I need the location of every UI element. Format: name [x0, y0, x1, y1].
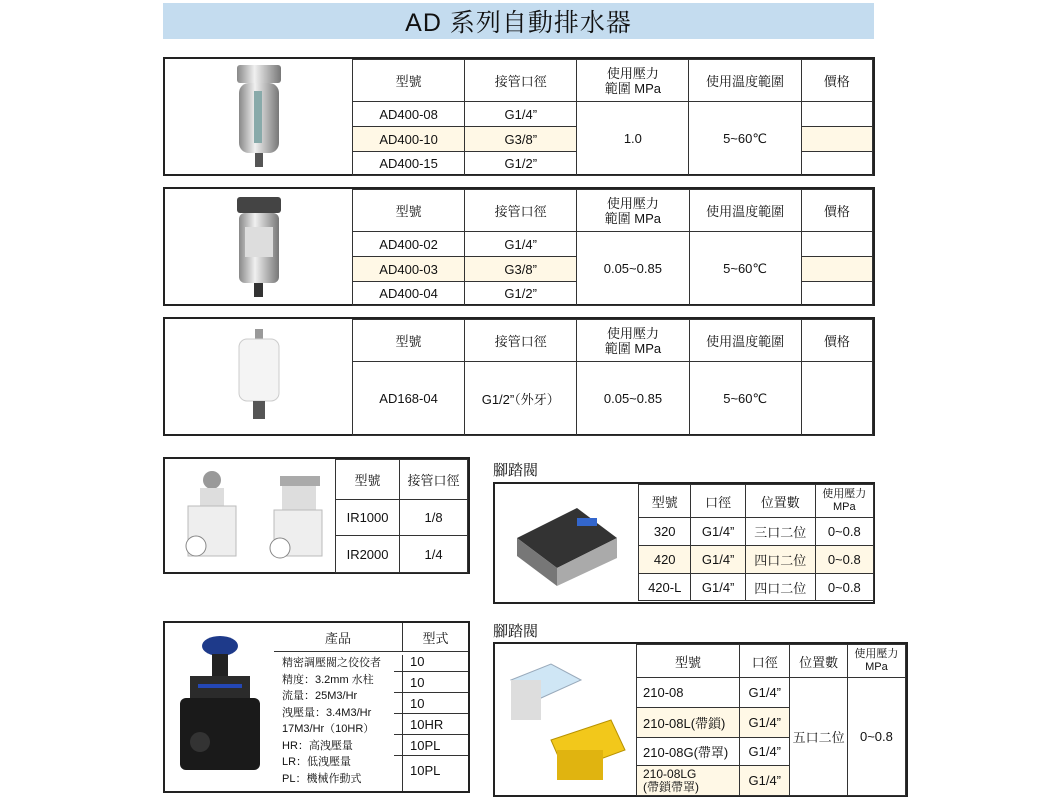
table-row [353, 232, 873, 257]
col-pressure: 使用壓力 MPa [847, 645, 905, 678]
pressure-cell: 0.05~0.85 [577, 232, 689, 306]
col-pressure: 使用壓力 範圍 MPa [577, 190, 689, 232]
price-cell [801, 362, 872, 436]
desc-line: 洩壓量：3.4M3/Hr [282, 706, 372, 719]
table-row [336, 536, 468, 573]
table-row [639, 574, 874, 601]
price-cell [801, 102, 872, 127]
port-cell: 1/4 [400, 536, 468, 573]
position-cell: 五口二位 [790, 678, 847, 796]
type-cell: 10PL [394, 735, 468, 756]
regulator-icon [165, 459, 335, 572]
desc-line: 精密調壓閥之佼佼者 [282, 657, 381, 669]
pressure-cell: 0~0.8 [815, 546, 873, 574]
price-cell [801, 232, 872, 257]
position-cell: 三口二位 [745, 518, 815, 546]
price-cell [801, 152, 872, 176]
desc-line: PL：機械作動式 [282, 772, 362, 785]
desc-line: LR：低洩壓量 [282, 756, 352, 768]
precision-regulator-icon [165, 623, 274, 791]
temp-cell: 5~60℃ [689, 362, 801, 436]
precision-section [163, 621, 470, 793]
desc-line: 17M3/Hr（10HR） [282, 723, 375, 735]
ad-table-1 [352, 59, 873, 176]
foot-pedal-icon [495, 484, 638, 602]
col-model: 型號 [336, 460, 400, 500]
ir-section [163, 457, 470, 574]
port-cell: G1/4” [691, 546, 746, 574]
model-cell: AD400-10 [353, 127, 465, 152]
col-position: 位置數 [790, 645, 847, 678]
pedal-2-section [493, 642, 908, 797]
ad-section-2 [163, 187, 875, 306]
ad-table-2 [352, 189, 873, 306]
temp-cell: 5~60℃ [689, 232, 801, 306]
col-model: 型號 [639, 485, 691, 518]
model-cell: 420 [639, 546, 691, 574]
col-port: 接管口徑 [465, 60, 577, 102]
temp-cell: 5~60℃ [689, 102, 801, 176]
port-cell: 1/8 [400, 500, 468, 536]
page-title: AD 系列自動排水器 [405, 9, 632, 37]
port-cell: G1/2”（外牙） [465, 362, 577, 436]
pedal-1-label: 腳踏閥 [493, 462, 539, 479]
port-cell: G1/4” [740, 766, 790, 796]
pedal-1-section [493, 482, 875, 604]
port-cell: G1/2” [465, 282, 577, 306]
col-port: 口徑 [691, 485, 746, 518]
price-cell [801, 282, 872, 306]
table-row [336, 500, 468, 536]
model-cell: 320 [639, 518, 691, 546]
col-temp: 使用溫度範圍 [689, 60, 801, 102]
model-cell: AD400-15 [353, 152, 465, 176]
pressure-cell: 0~0.8 [815, 518, 873, 546]
col-port: 接管口徑 [465, 190, 577, 232]
product-description [274, 655, 403, 791]
desc-line: 流量：25M3/Hr [282, 690, 358, 702]
port-cell: G1/4” [691, 574, 746, 601]
port-cell: G1/4” [465, 232, 577, 257]
type-cell: 10 [394, 651, 468, 672]
col-pressure: 使用壓力 範圍 MPa [577, 60, 689, 102]
position-cell: 四口二位 [745, 574, 815, 601]
pressure-cell: 0~0.8 [847, 678, 905, 796]
position-cell: 四口二位 [745, 546, 815, 574]
type-cell: 10PL [410, 762, 441, 778]
col-port: 接管口徑 [400, 460, 468, 500]
table-row [639, 546, 874, 574]
pressure-cell: 0~0.8 [815, 574, 873, 601]
model-cell: 210-08G(帶罩) [637, 738, 740, 766]
price-cell [801, 127, 872, 152]
precision-header [274, 623, 468, 652]
col-temp: 使用溫度範圍 [689, 320, 801, 362]
pedal-2-table [636, 644, 906, 796]
col-temp: 使用溫度範圍 [689, 190, 801, 232]
model-cell: 210-08LG (帶鎖帶罩) [637, 766, 740, 796]
title-bar [163, 3, 874, 39]
precision-table [274, 623, 468, 791]
model-cell: AD400-02 [353, 232, 465, 257]
port-cell: G3/8” [465, 257, 577, 282]
model-cell: 210-08L(帶鎖) [637, 708, 740, 738]
type-cell: 10 [394, 672, 468, 693]
col-model: 型號 [353, 320, 465, 362]
table-row [639, 518, 874, 546]
type-cell: 10 [394, 693, 468, 714]
pressure-cell: 1.0 [577, 102, 689, 176]
table-row [637, 678, 906, 708]
col-price: 價格 [801, 60, 872, 102]
col-port: 接管口徑 [465, 320, 577, 362]
pressure-cell: 0.05~0.85 [577, 362, 689, 436]
port-cell: G1/4” [740, 708, 790, 738]
port-cell: G1/4” [740, 678, 790, 708]
ad-table-3 [352, 319, 873, 436]
model-cell: AD400-04 [353, 282, 465, 306]
col-price: 價格 [801, 320, 872, 362]
port-cell: G1/4” [740, 738, 790, 766]
pedal-1-table [638, 484, 874, 601]
model-cell: 420-L [639, 574, 691, 601]
model-cell: IR2000 [336, 536, 400, 573]
col-price: 價格 [801, 190, 872, 232]
port-cell: G1/4” [465, 102, 577, 127]
col-type: 型式 [422, 630, 449, 646]
port-cell: G1/2” [465, 152, 577, 176]
table-row [353, 362, 873, 436]
desc-line: 精度：3.2mm 水柱 [282, 673, 374, 686]
col-position: 位置數 [745, 485, 815, 518]
port-cell: G3/8” [465, 127, 577, 152]
auto-drain-icon [165, 189, 352, 304]
foot-pedal-guard-icon [495, 644, 636, 795]
col-port: 口徑 [740, 645, 790, 678]
col-pressure: 使用壓力 MPa [815, 485, 873, 518]
model-cell: 210-08 [637, 678, 740, 708]
ir-table [335, 459, 468, 573]
model-cell: IR1000 [336, 500, 400, 536]
col-pressure: 使用壓力 範圍 MPa [577, 320, 689, 362]
pedal-2-label: 腳踏閥 [493, 623, 539, 640]
col-model: 型號 [353, 60, 465, 102]
white-drain-icon [165, 319, 352, 434]
port-cell: G1/4” [691, 518, 746, 546]
col-product: 產品 [274, 623, 403, 651]
ad-section-1 [163, 57, 875, 176]
model-cell: AD400-08 [353, 102, 465, 127]
desc-line: HR：高洩壓量 [282, 739, 353, 752]
model-cell: AD400-03 [353, 257, 465, 282]
col-model: 型號 [637, 645, 740, 678]
drain-filter-icon [165, 59, 352, 174]
col-model: 型號 [353, 190, 465, 232]
type-list [402, 651, 468, 784]
ad-section-3 [163, 317, 875, 436]
type-cell: 10HR [394, 714, 468, 735]
table-row [353, 102, 873, 127]
model-cell: AD168-04 [353, 362, 465, 436]
price-cell [801, 257, 872, 282]
